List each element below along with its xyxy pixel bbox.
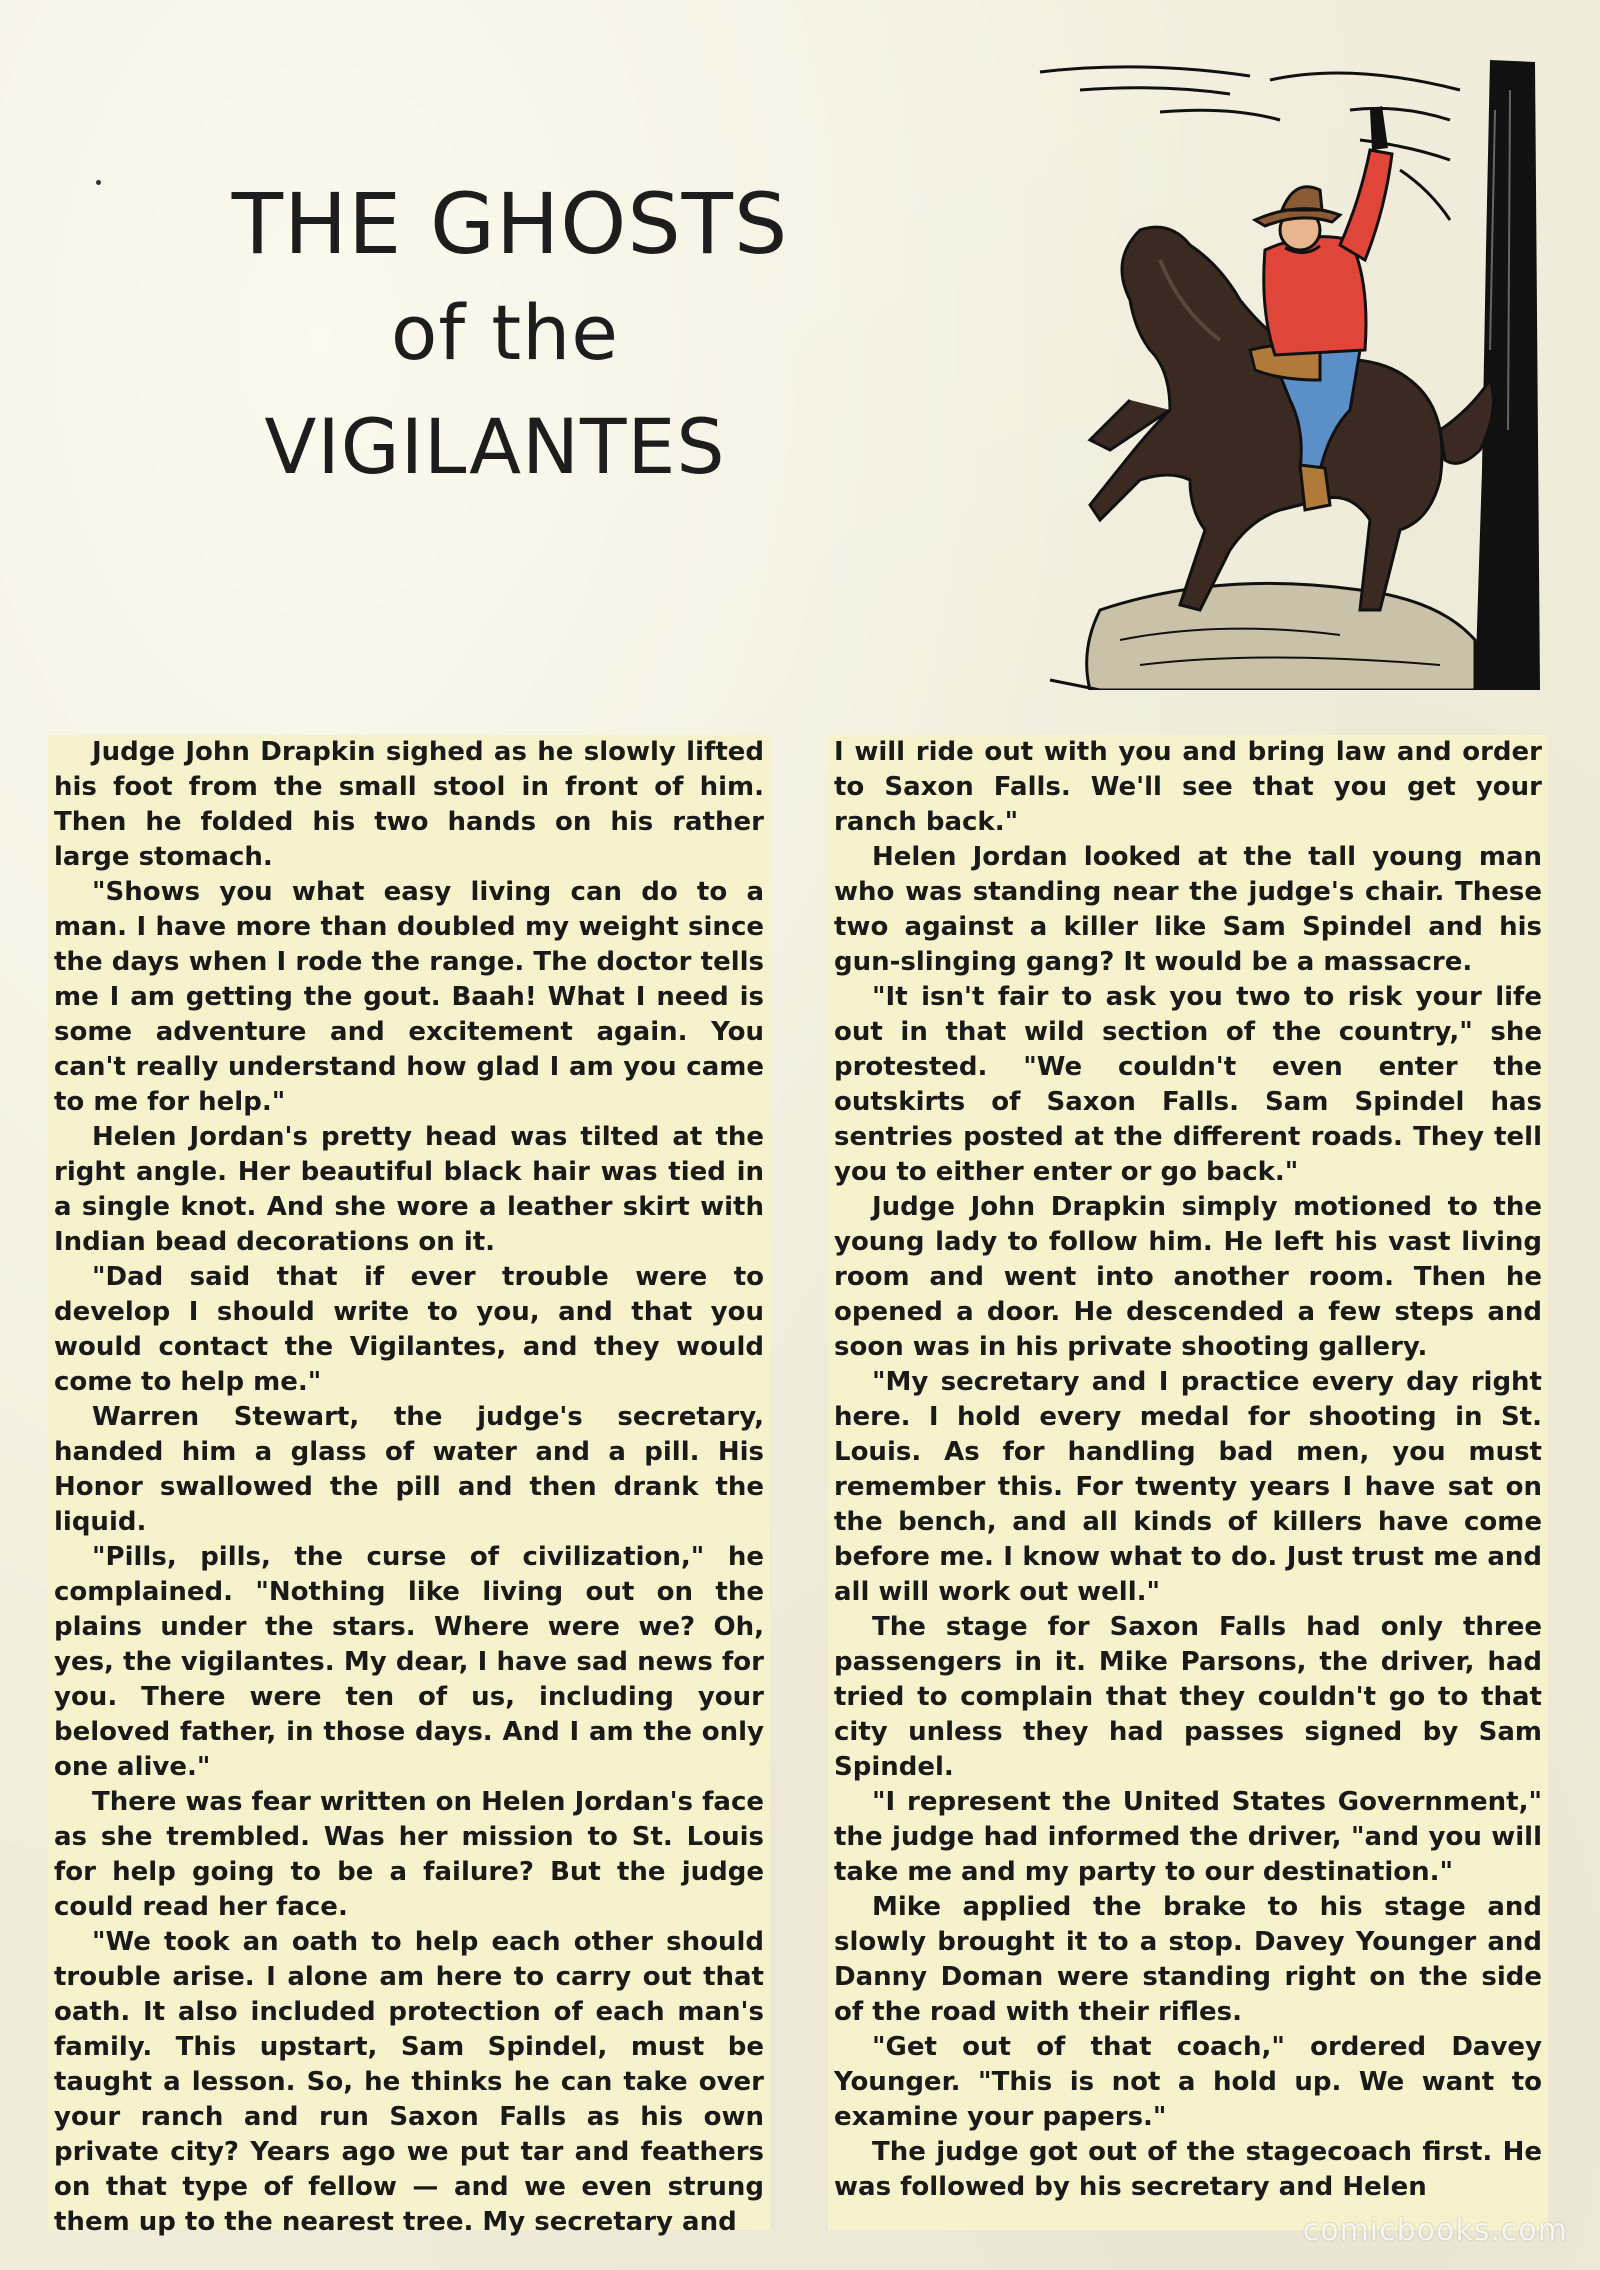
paragraph: "We took an oath to help each other should trouble arise. I alone am here to carry out that oath. It also included protection of each man's family. This upstart, Sam Spindel, must be taught a lesson. So, he thinks he can take over your ranch and run Saxon Falls as his own private city? Years ago we put tar and feathers on that type of fellow — and we even strung them up to the nearest tree. My secretary and [54, 1927, 764, 2237]
paragraph: "Pills, pills, the curse of civilization," he complained. "Nothing like living out on the plains under the stars. Where were we? Oh, yes, the vigilantes. My dear, I have sad news for you. There were ten of us, including your beloved father, in those days. And I am the only one alive." [54, 1542, 764, 1782]
title-line-1: THE GHOSTS [231, 175, 789, 273]
paragraph: Mike applied the brake to his stage and slowly brought it to a stop. Davey Younger and Danny Doman were standing right on the side of the road with their rifles. [834, 1892, 1542, 2027]
paragraph: Helen Jordan's pretty head was tilted at the right angle. Her beautiful black hair was tied in a single knot. And she wore a leather skirt with Indian bead decorations on it. [54, 1122, 764, 1257]
paragraph: "My secretary and I practice every day right here. I hold every medal for shooting in St. Louis. As for handling bad men, you must remember this. For twenty years I have sat on the bench, and all kinds of killers have come before me. I know what to do. Just trust me and all will work out well." [834, 1367, 1542, 1607]
title-line-3: VIGILANTES [264, 402, 726, 491]
paragraph: Judge John Drapkin sighed as he slowly lifted his foot from the small stool in front of him. Then he folded his two hands on his rather large stomach. [54, 737, 764, 872]
title-line-2: of the [390, 288, 620, 377]
paragraph: "Shows you what easy living can do to a man. I have more than doubled my weight since the days when I rode the range. The doctor tells me I am getting the gout. Baah! What I need is some adventure and excitement again. You can't really understand how glad I am you came to me for help." [54, 877, 764, 1117]
rider-boot [1300, 465, 1330, 510]
story-column-right [828, 735, 1548, 2230]
paragraph: There was fear written on Helen Jordan's face as she trembled. Was her mission to St. Louis for help going to be a failure? But the judge could read her face. [54, 1787, 764, 1922]
watermark: comicbooks.com [1302, 2213, 1568, 2248]
paragraph: "Dad said that if ever trouble were to develop I should write to you, and that you would contact the Vigilantes, and they would come to help me." [54, 1262, 764, 1397]
paragraph: Helen Jordan looked at the tall young man who was standing near the judge's chair. These two against a killer like Sam Spindel and his gun-slinging gang? It would be a massacre. [834, 842, 1542, 977]
pistol [1370, 106, 1388, 150]
paragraph: The stage for Saxon Falls had only three passengers in it. Mike Parsons, the driver, had tried to complain that they couldn't go to that city unless they had passes signed by Sam Spindel. [834, 1612, 1542, 1782]
rider-shirt [1264, 237, 1366, 355]
paragraph: Warren Stewart, the judge's secretary, handed him a glass of water and a pill. His Honor swallowed the pill and then drank the liquid. [54, 1402, 764, 1537]
paragraph-continued: I will ride out with you and bring law and order to Saxon Falls. We'll see that you get your ranch back." [834, 737, 1542, 837]
paragraph: The judge got out of the stagecoach first. He was followed by his secretary and Helen [834, 2137, 1542, 2202]
paragraph: "Get out of that coach," ordered Davey Younger. "This is not a hold up. We want to examine your papers." [834, 2032, 1542, 2132]
motion-lines [1040, 67, 1460, 220]
paragraph: "I represent the United States Government," the judge had informed the driver, "and you will take me and my party to our destination." [834, 1787, 1542, 1887]
ink-speck [96, 180, 101, 185]
rock [1087, 583, 1475, 690]
cowboy-illustration [1020, 50, 1560, 690]
paragraph: Judge John Drapkin simply motioned to the young lady to follow him. He left his vast living room and went into another room. Then he opened a door. He descended a few steps and soon was in his private shooting gallery. [834, 1192, 1542, 1362]
story-title [231, 170, 810, 506]
story-column-left [48, 735, 770, 2237]
paragraph: "It isn't fair to ask you two to risk your life out in that wild section of the country," she protested. "We couldn't even enter the outskirts of Saxon Falls. Sam Spindel has sentries posted at the different roads. They tell you to either enter or go back." [834, 982, 1542, 1187]
rider-arm [1340, 150, 1392, 260]
